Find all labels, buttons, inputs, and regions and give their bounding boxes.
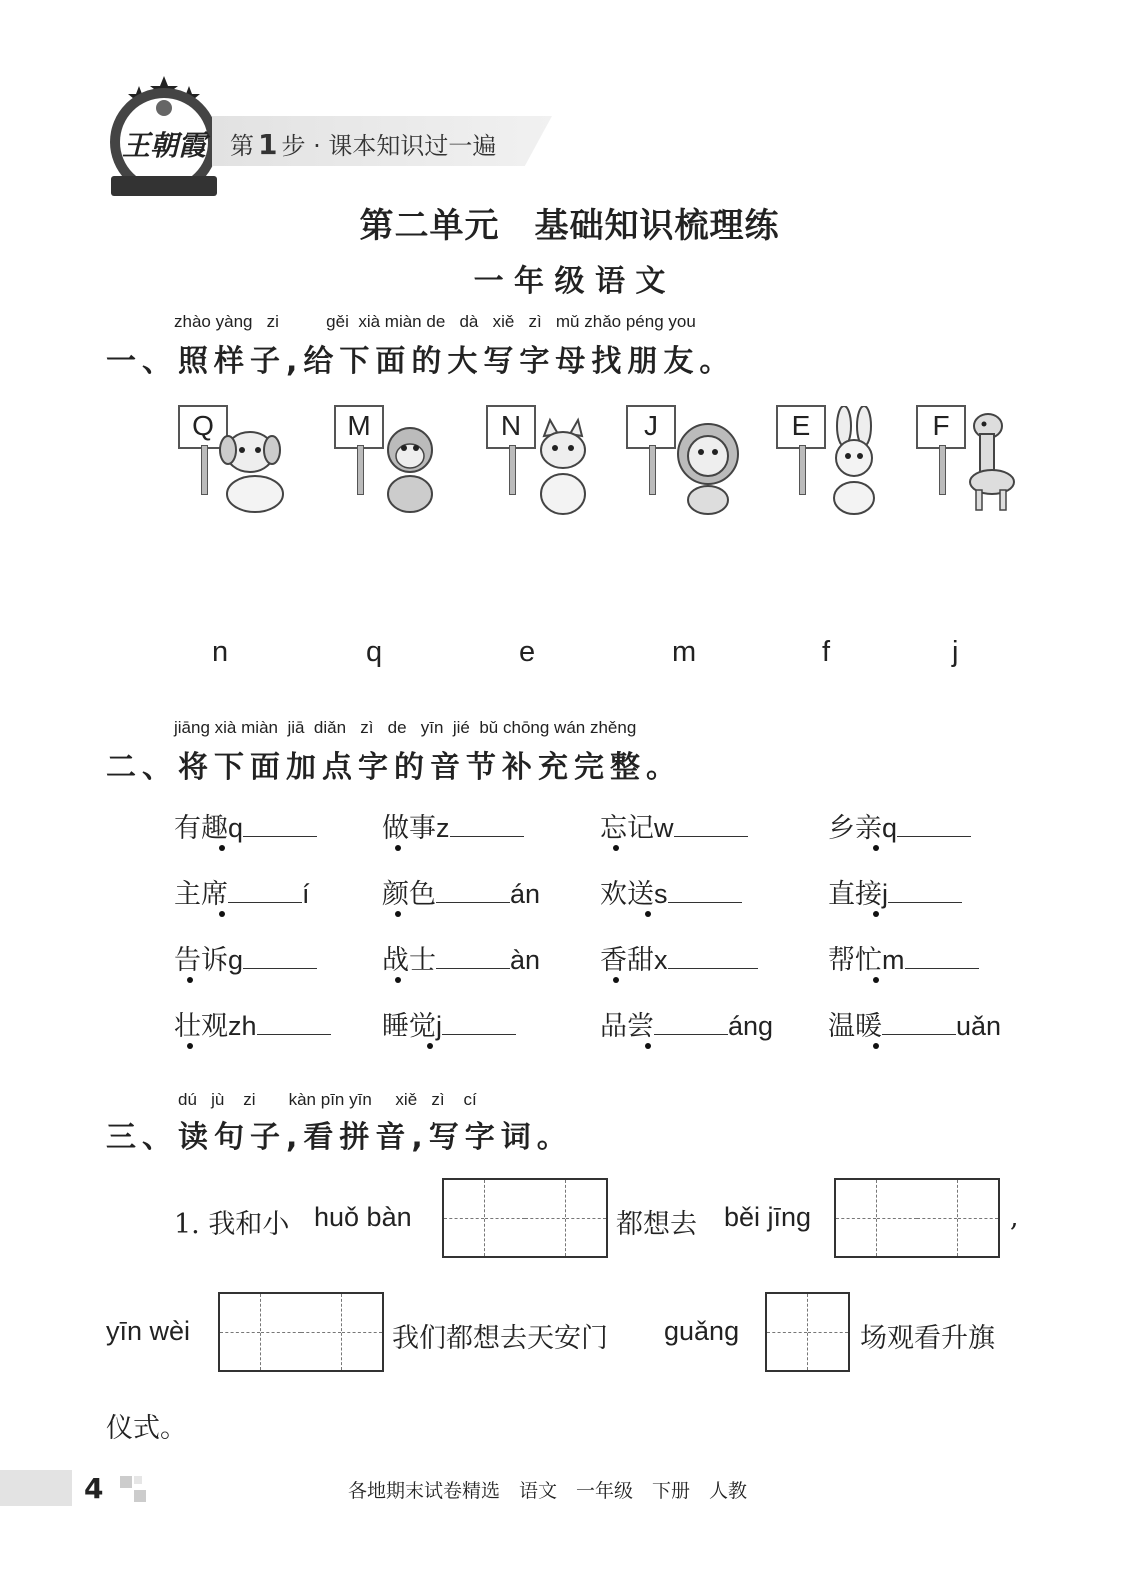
animal-card <box>618 400 758 520</box>
q2-item: 告诉g <box>174 938 317 977</box>
answer-blank[interactable] <box>243 812 317 837</box>
answer-blank[interactable] <box>436 878 510 903</box>
writing-grid[interactable] <box>218 1292 384 1372</box>
answer-blank[interactable] <box>674 812 748 837</box>
pinyin-prompt: běi jīng <box>724 1202 812 1232</box>
letter-sign: N <box>486 405 536 449</box>
answer-blank[interactable] <box>243 944 317 969</box>
answer-blank[interactable] <box>442 1010 516 1035</box>
step-suffix: 步 · 课本知识过一遍 <box>281 132 497 160</box>
emphasis-dot <box>219 911 225 917</box>
lowercase-letter: j <box>952 636 959 668</box>
lowercase-letter: q <box>366 636 383 668</box>
pinyin-prompt: guǎng <box>664 1316 740 1346</box>
q2-item: 品尝 áng <box>600 1011 774 1042</box>
emphasis-dot <box>613 977 619 983</box>
q2-item: 忘记w <box>600 806 748 845</box>
q2-item: 颜色 án <box>382 879 541 910</box>
q2-item: 有趣q <box>174 806 317 845</box>
q2-pinyin: jiāng xià miàn jiā diǎn zì de yīn jié bǔ chōng wán zhěng <box>174 718 637 737</box>
sentence-comma: , <box>1010 1202 1019 1233</box>
emphasis-dot <box>395 845 401 851</box>
answer-blank[interactable] <box>257 1010 331 1035</box>
q2-item: 主席 í <box>174 879 310 910</box>
step-number: 1 <box>258 128 278 161</box>
emphasis-dot <box>613 845 619 851</box>
emphasis-dot <box>427 1043 433 1049</box>
emphasis-dot <box>873 977 879 983</box>
lion-icon <box>658 416 748 516</box>
emphasis-dot <box>873 1043 879 1049</box>
animal-card <box>170 400 310 520</box>
monkey-icon <box>366 416 456 516</box>
step-prefix: 第 <box>230 132 254 160</box>
giraffe-icon <box>948 406 1028 516</box>
q2-item: 香甜x <box>600 938 758 977</box>
lowercase-letter: f <box>822 636 831 668</box>
letter-sign: E <box>776 405 826 449</box>
answer-blank[interactable] <box>228 878 302 903</box>
brand-name: 王朝霞 <box>121 129 206 162</box>
q1-title: 一、照样子,给下面的大写字母找朋友。 <box>106 344 736 379</box>
emphasis-dot <box>219 845 225 851</box>
footer-text: 各地期末试卷精选 语文 一年级 下册 人教 <box>348 1480 748 1502</box>
animal-card <box>768 400 908 520</box>
answer-blank[interactable] <box>450 812 524 837</box>
emphasis-dot <box>395 977 401 983</box>
sentence-text: 仪式。 <box>106 1413 187 1444</box>
q3-title: 三、读句子,看拼音,写字词。 <box>106 1120 573 1155</box>
emphasis-dot <box>187 977 193 983</box>
lowercase-letter: m <box>672 636 697 668</box>
writing-grid[interactable] <box>765 1292 850 1372</box>
emphasis-dot <box>187 1043 193 1049</box>
q2-item: 直接j <box>828 872 962 911</box>
emphasis-dot <box>395 911 401 917</box>
page-title: 第二单元 基础知识梳理练 <box>359 206 780 246</box>
q2-item: 睡觉j <box>382 1004 516 1043</box>
answer-blank[interactable] <box>882 1010 956 1035</box>
emphasis-dot <box>873 845 879 851</box>
answer-blank[interactable] <box>888 878 962 903</box>
animal-card <box>478 400 618 520</box>
q2-title: 二、将下面加点字的音节补充完整。 <box>106 750 682 785</box>
q2-item: 帮忙m <box>828 938 979 977</box>
writing-grid[interactable] <box>834 1178 1000 1258</box>
step-label <box>230 126 496 161</box>
puppy-icon <box>210 416 300 516</box>
animal-card <box>908 400 1048 520</box>
answer-blank[interactable] <box>668 878 742 903</box>
page-number: 4 <box>84 1472 104 1505</box>
q3-pinyin: dú jù zi kàn pīn yīn xiě zì cí <box>178 1090 477 1109</box>
letter-sign: M <box>334 405 384 449</box>
answer-blank[interactable] <box>436 944 510 969</box>
q1-pinyin: zhào yàng zi gěi xià miàn de dà xiě zì mǔ zhǎo péng you <box>174 312 696 331</box>
letter-sign: Q <box>178 405 228 449</box>
sentence-text: 1. 我和小 <box>174 1209 290 1240</box>
answer-blank[interactable] <box>654 1010 728 1035</box>
emphasis-dot <box>645 1043 651 1049</box>
page-subtitle: 一 年 级 语 文 <box>473 264 666 299</box>
sentence-text: 都想去 <box>616 1209 697 1240</box>
sentence-text: 场观看升旗 <box>860 1323 995 1354</box>
emphasis-dot <box>873 911 879 917</box>
q2-item: 欢送s <box>600 872 742 911</box>
pinyin-prompt: yīn wèi <box>106 1316 191 1346</box>
lowercase-letter: n <box>212 636 229 668</box>
rabbit-icon <box>808 406 898 516</box>
q2-item: 做事z <box>382 806 524 845</box>
lowercase-letter: e <box>519 636 536 668</box>
q2-item: 战士 àn <box>382 945 541 976</box>
letter-sign: F <box>916 405 966 449</box>
answer-blank[interactable] <box>668 944 758 969</box>
writing-grid[interactable] <box>442 1178 608 1258</box>
footer-bar <box>0 1470 72 1506</box>
brand-badge <box>105 72 223 202</box>
q2-item: 壮观zh <box>174 1004 331 1043</box>
answer-blank[interactable] <box>905 944 979 969</box>
emphasis-dot <box>645 911 651 917</box>
animal-card <box>326 400 466 520</box>
cat-icon <box>518 416 608 516</box>
letter-sign: J <box>626 405 676 449</box>
footer-squares <box>120 1476 150 1506</box>
sentence-text: 我们都想去天安门 <box>392 1323 608 1354</box>
pinyin-prompt: huǒ bàn <box>314 1202 412 1232</box>
q2-item: 乡亲q <box>828 806 971 845</box>
q2-item: 温暖 uǎn <box>828 1011 1002 1042</box>
answer-blank[interactable] <box>897 812 971 837</box>
